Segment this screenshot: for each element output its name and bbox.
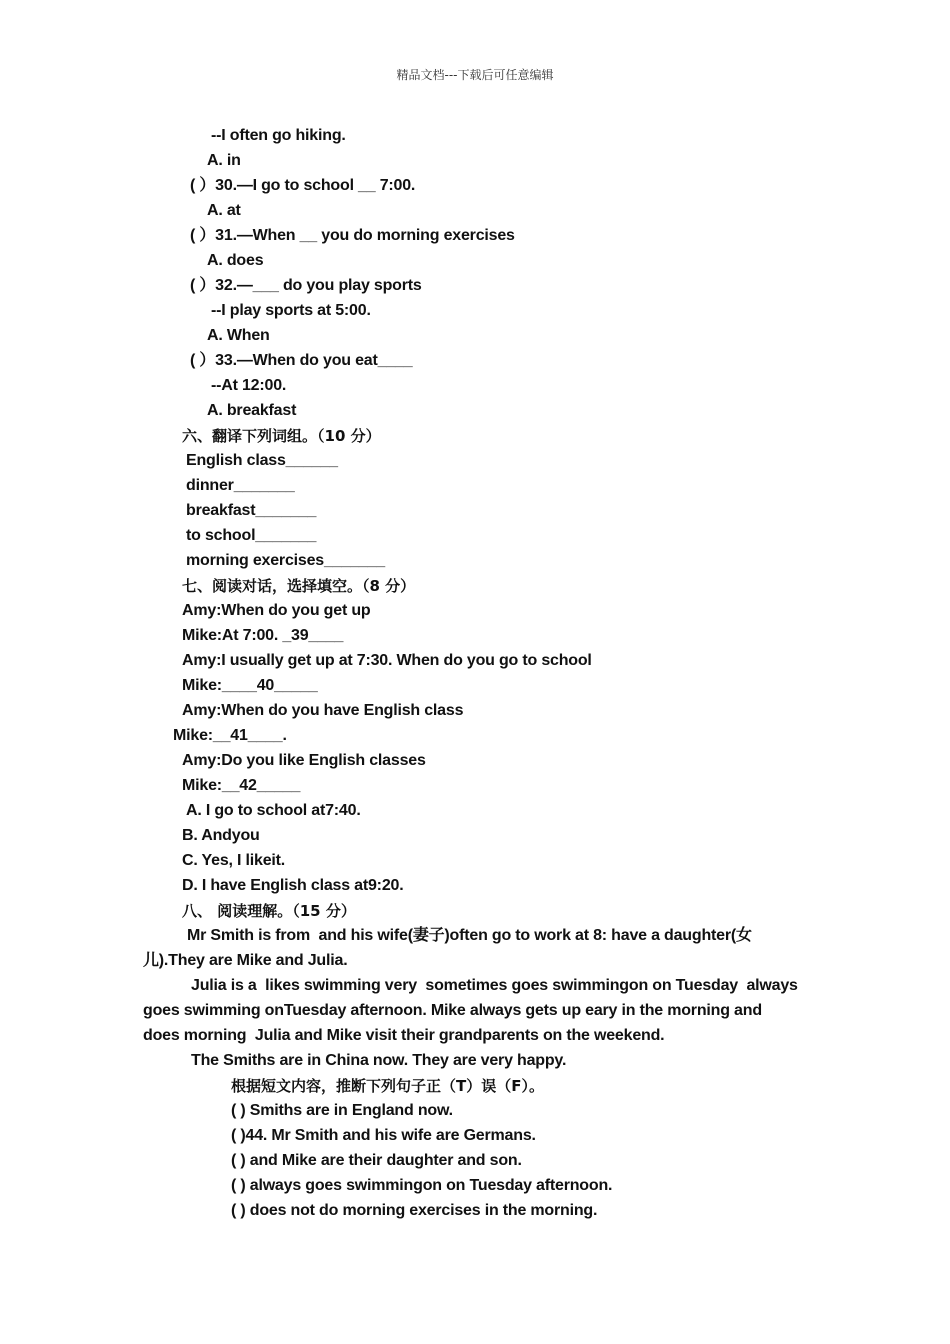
text-line: A. at [207, 202, 241, 219]
passage-line: Mr Smith is from and his wife(妻子)often go to work at 8: have a daughter(女 [187, 927, 752, 944]
passage-line: 儿).They are Mike and Julia. [143, 952, 348, 969]
dialogue-line: Amy:Do you like English classes [182, 752, 426, 769]
option-line: B. Andyou [182, 827, 260, 844]
text-line: A. breakfast [207, 402, 297, 419]
dialogue-line: Mike:__42_____ [182, 777, 301, 794]
text-line: breakfast_______ [186, 502, 317, 519]
text-line: --At 12:00. [211, 377, 287, 394]
text-line: to school_______ [186, 527, 317, 544]
dialogue-line: Mike:__41____. [173, 727, 287, 744]
question-line: ( ）32.—___ do you play sports [190, 277, 422, 294]
option-line: C. Yes, I likeit. [182, 852, 286, 869]
passage-line: Julia is a likes swimming very sometimes goes swimmingon on Tuesday always [191, 977, 798, 994]
instruction-line: 根据短文内容，推断下列句子正（T）误（F）。 [231, 1077, 544, 1095]
true-false-item: ( ) always goes swimmingon on Tuesday afternoon. [231, 1177, 613, 1194]
option-line: A. I go to school at7:40. [186, 802, 361, 819]
section-heading: 六、翻译下列词组。（10 分） [182, 427, 381, 445]
text-line: English class______ [186, 452, 338, 469]
section-heading: 七、阅读对话，选择填空。（8 分） [182, 577, 416, 595]
passage-line: does morning Julia and Mike visit their grandparents on the weekend. [143, 1027, 665, 1044]
dialogue-line: Mike:____40_____ [182, 677, 318, 694]
text-line: --I play sports at 5:00. [211, 302, 371, 319]
text-line: dinner_______ [186, 477, 295, 494]
true-false-item: ( ) does not do morning exercises in the morning. [231, 1202, 598, 1219]
dialogue-line: Mike:At 7:00. _39____ [182, 627, 344, 644]
option-line: D. I have English class at9:20. [182, 877, 404, 894]
true-false-item: ( ) Smiths are in England now. [231, 1102, 453, 1119]
passage-line: The Smiths are in China now. They are very happy. [191, 1052, 567, 1069]
text-line: A. When [207, 327, 270, 344]
dialogue-line: Amy:When do you have English class [182, 702, 464, 719]
dialogue-line: Amy:I usually get up at 7:30. When do you go to school [182, 652, 592, 669]
text-line: morning exercises_______ [186, 552, 385, 569]
question-line: ( ）33.—When do you eat____ [190, 352, 413, 369]
true-false-item: ( )44. Mr Smith and his wife are Germans. [231, 1127, 536, 1144]
question-line: ( ）30.—I go to school __ 7:00. [190, 177, 416, 194]
section-heading: 八、 阅读理解。（15 分） [182, 902, 356, 920]
text-line: A. in [207, 152, 241, 169]
true-false-item: ( ) and Mike are their daughter and son. [231, 1152, 522, 1169]
page-header: 精品文档---下载后可任意编辑 [396, 68, 554, 82]
text-line: --I often go hiking. [211, 127, 346, 144]
dialogue-line: Amy:When do you get up [182, 602, 371, 619]
text-line: A. does [207, 252, 264, 269]
question-line: ( ）31.—When __ you do morning exercises [190, 227, 515, 244]
passage-line: goes swimming onTuesday afternoon. Mike always gets up eary in the morning and [143, 1002, 762, 1019]
